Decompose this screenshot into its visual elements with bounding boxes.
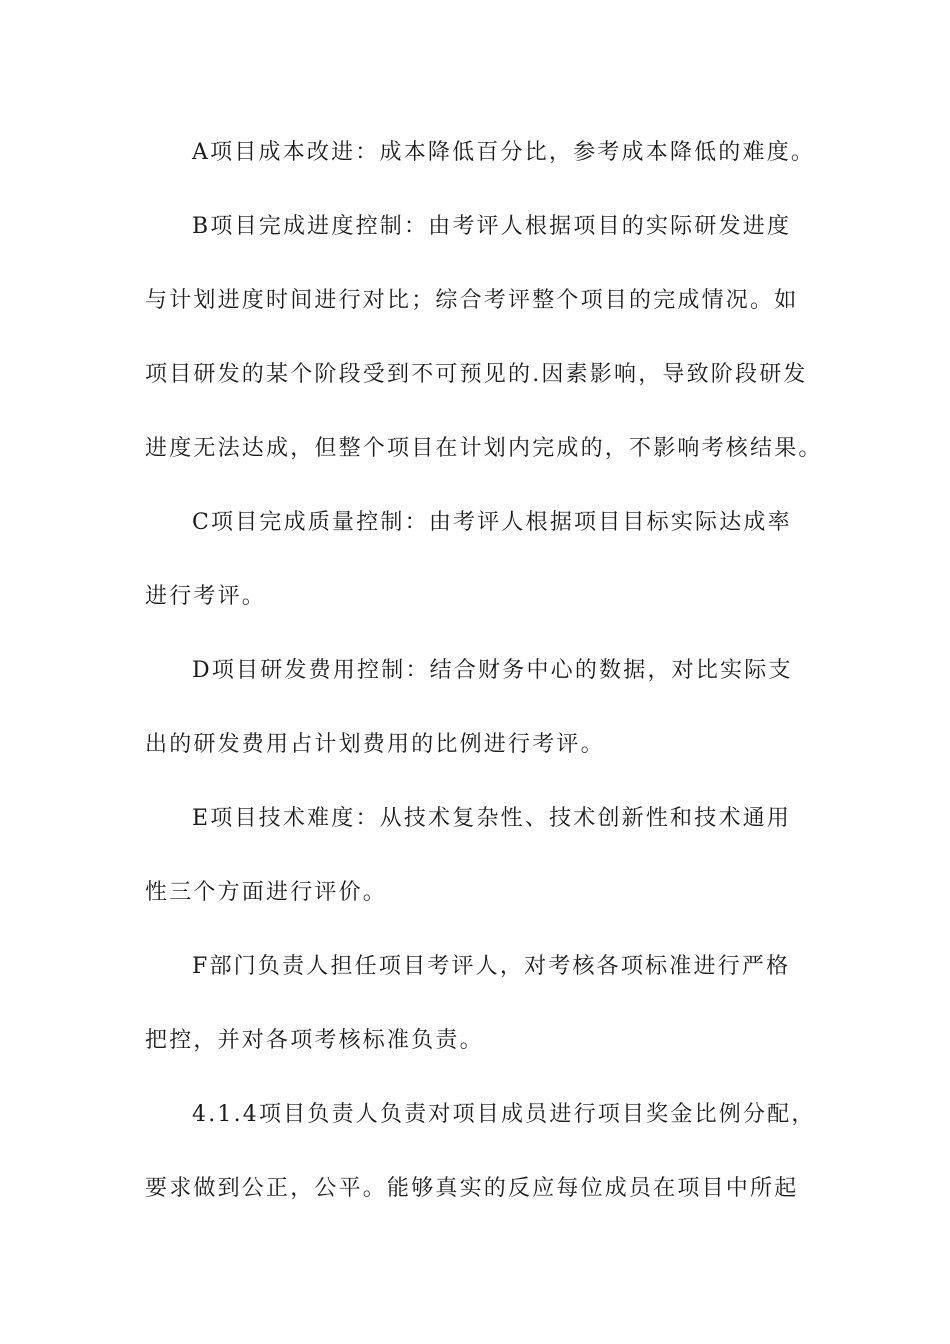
text-line: 进行考评。 — [145, 584, 267, 609]
body-text — [145, 128, 823, 1238]
text-line: B项目完成进度控制：由考评人根据项目的实际研发进度 — [192, 214, 792, 239]
text-line: C项目完成质量控制：由考评人根据项目目标实际达成率 — [192, 510, 792, 535]
text-line: 出的研发费用占计划费用的比例进行考评。 — [145, 732, 605, 757]
text-line: 与计划进度时间进行对比；综合考评整个项目的完成情况。如 — [145, 288, 799, 313]
text-line: F部门负责人担任项目考评人，对考核各项标准进行严格 — [192, 954, 791, 979]
text-line: A项目成本改进：成本降低百分比，参考成本降低的难度。 — [192, 140, 816, 165]
text-line: D项目研发费用控制：结合财务中心的数据，对比实际支 — [192, 658, 793, 683]
text-line: E项目技术难度：从技术复杂性、技术创新性和技术通用 — [192, 806, 792, 831]
text-line: 项目研发的某个阶段受到不可预见的.因素影响，导致阶段研发 — [145, 362, 808, 387]
text-line: 4.1.4项目负责人负责对项目成员进行项目奖金比例分配， — [192, 1102, 816, 1127]
text-line: 要求做到公正，公平。能够真实的反应每位成员在项目中所起 — [145, 1176, 799, 1201]
text-line: 把控，并对各项考核标准负责。 — [145, 1028, 484, 1053]
text-line: 进度无法达成，但整个项目在计划内完成的，不影响考核结果。 — [145, 436, 823, 461]
text-line: 性三个方面进行评价。 — [145, 880, 388, 905]
